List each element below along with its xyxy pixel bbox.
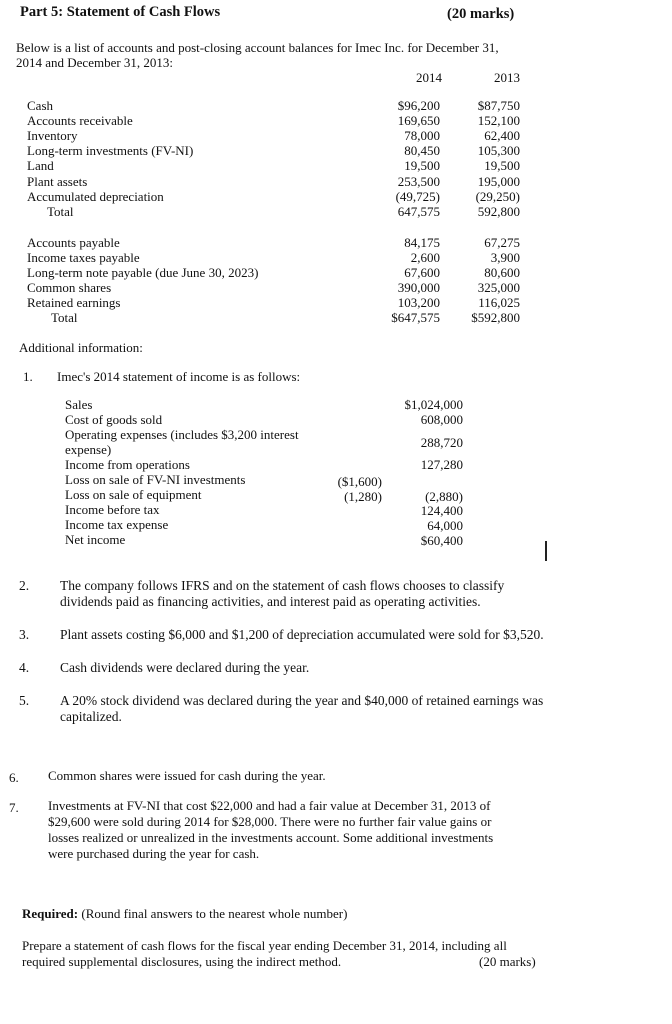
required-line	[22, 906, 347, 922]
intro-line-2: 2014 and December 31, 2013:	[16, 55, 174, 70]
value-2013: 105,300	[477, 143, 520, 158]
income-outer-value: 64,000	[427, 518, 463, 533]
value-2014: 103,200	[397, 295, 440, 310]
income-inner-value: (1,280)	[344, 489, 382, 504]
account-label: Plant assets	[27, 174, 88, 189]
item-number: 1.	[23, 369, 33, 384]
account-label: Total	[47, 204, 74, 219]
column-header-2014: 2014	[416, 70, 442, 85]
section-marks: (20 marks)	[447, 6, 515, 22]
income-outer-value: 127,280	[420, 457, 463, 472]
item-number: 3.	[19, 627, 30, 642]
account-label: Income taxes payable	[27, 250, 140, 265]
value-2014: $647,575	[391, 310, 440, 325]
income-label: Loss on sale of equipment	[65, 487, 202, 502]
value-2013: 195,000	[477, 174, 520, 189]
intro-line-1: Below is a list of accounts and post-closing account balances for Imec Inc. for December 31,	[16, 40, 499, 55]
account-label: Accumulated depreciation	[27, 189, 164, 204]
income-outer-value: 124,400	[420, 503, 463, 518]
income-label: Income from operations	[65, 457, 190, 472]
account-label: Long-term note payable (due June 30, 2023)	[27, 265, 259, 280]
income-label: Loss on sale of FV-NI investments	[65, 472, 246, 487]
income-label: Net income	[65, 532, 126, 547]
value-2014: (49,725)	[395, 189, 440, 204]
value-2014: 169,650	[397, 113, 440, 128]
item-text: Plant assets costing $6,000 and $1,200 of depreciation accumulated were sold for $3,520.	[60, 627, 544, 642]
account-label: Common shares	[27, 280, 112, 295]
item-number: 2.	[19, 578, 30, 593]
income-outer-value: 288,720	[420, 435, 463, 450]
account-label: Land	[27, 158, 54, 173]
column-header-2013: 2013	[494, 70, 520, 85]
account-label: Inventory	[27, 128, 78, 143]
item-number: 6.	[9, 770, 19, 785]
account-label: Total	[51, 310, 78, 325]
account-label: Retained earnings	[27, 295, 121, 310]
value-2013: 3,900	[490, 250, 520, 265]
value-2013: 67,275	[484, 235, 520, 250]
required-note: (Round final answers to the nearest whole number)	[81, 906, 348, 921]
item-text: Cash dividends were declared during the year.	[60, 660, 310, 675]
value-2013: 62,400	[484, 128, 520, 143]
value-2014: 390,000	[397, 280, 440, 295]
value-2014: $96,200	[397, 98, 440, 113]
required-label: Required:	[22, 906, 79, 921]
item-text: The company follows IFRS and on the statement of cash flows chooses to classify dividends paid as financing activities, and interest paid as operating activities.	[60, 578, 505, 609]
value-2013: 592,800	[477, 204, 520, 219]
value-2013: 116,025	[478, 295, 520, 310]
item-number: 5.	[19, 693, 30, 708]
income-label: Cost of goods sold	[65, 412, 163, 427]
income-label-continued: expense)	[65, 442, 112, 457]
required-marks: (20 marks)	[479, 954, 536, 969]
income-label: Income tax expense	[65, 517, 169, 532]
value-2014: 84,175	[404, 235, 440, 250]
income-inner-value: ($1,600)	[337, 474, 382, 489]
value-2014: 78,000	[404, 128, 440, 143]
value-2014: 19,500	[404, 158, 440, 173]
account-label: Accounts receivable	[27, 113, 133, 128]
value-2013: 19,500	[484, 158, 520, 173]
income-outer-value: $60,400	[420, 533, 463, 548]
value-2014: 647,575	[397, 204, 440, 219]
required-text: Prepare a statement of cash flows for the fiscal year ending December 31, 2014, including all required supplemental disclosures, using the indirect method.	[22, 938, 507, 969]
value-2014: 80,450	[404, 143, 440, 158]
value-2014: 67,600	[404, 265, 440, 280]
value-2013: 152,100	[477, 113, 520, 128]
income-label: Income before tax	[65, 502, 160, 517]
item-text: Imec's 2014 statement of income is as follows:	[57, 369, 301, 384]
account-label: Accounts payable	[27, 235, 120, 250]
value-2013: 325,000	[477, 280, 520, 295]
item-text: Investments at FV-NI that cost $22,000 and had a fair value at December 31, 2013 of $29,600 were sold during 2014 for $28,000. There were no further fair value gains or losses realized or unrealized in the investments account. Some additional investments were purchased during the year for cash.	[48, 798, 494, 861]
item-text: A 20% stock dividend was declared during the year and $40,000 of retained earnings was capitalized.	[60, 693, 544, 724]
income-label: Operating expenses (includes $3,200 interest	[65, 427, 299, 442]
page-title: Part 5: Statement of Cash Flows	[20, 4, 221, 20]
account-label: Long-term investments (FV-NI)	[27, 143, 194, 158]
income-outer-value: $1,024,000	[404, 397, 463, 412]
value-2014: 253,500	[397, 174, 440, 189]
value-2013: $592,800	[471, 310, 520, 325]
value-2013: 80,600	[484, 265, 520, 280]
value-2014: 2,600	[410, 250, 440, 265]
item-number: 4.	[19, 660, 30, 675]
account-label: Cash	[27, 98, 53, 113]
item-number: 7.	[9, 800, 19, 815]
additional-heading: Additional information:	[19, 340, 143, 355]
income-label: Sales	[65, 397, 93, 412]
text-cursor	[545, 541, 547, 561]
income-outer-value: (2,880)	[425, 489, 463, 504]
income-outer-value: 608,000	[420, 412, 463, 427]
item-text: Common shares were issued for cash during the year.	[48, 768, 326, 783]
value-2013: $87,750	[477, 98, 520, 113]
value-2013: (29,250)	[475, 189, 520, 204]
